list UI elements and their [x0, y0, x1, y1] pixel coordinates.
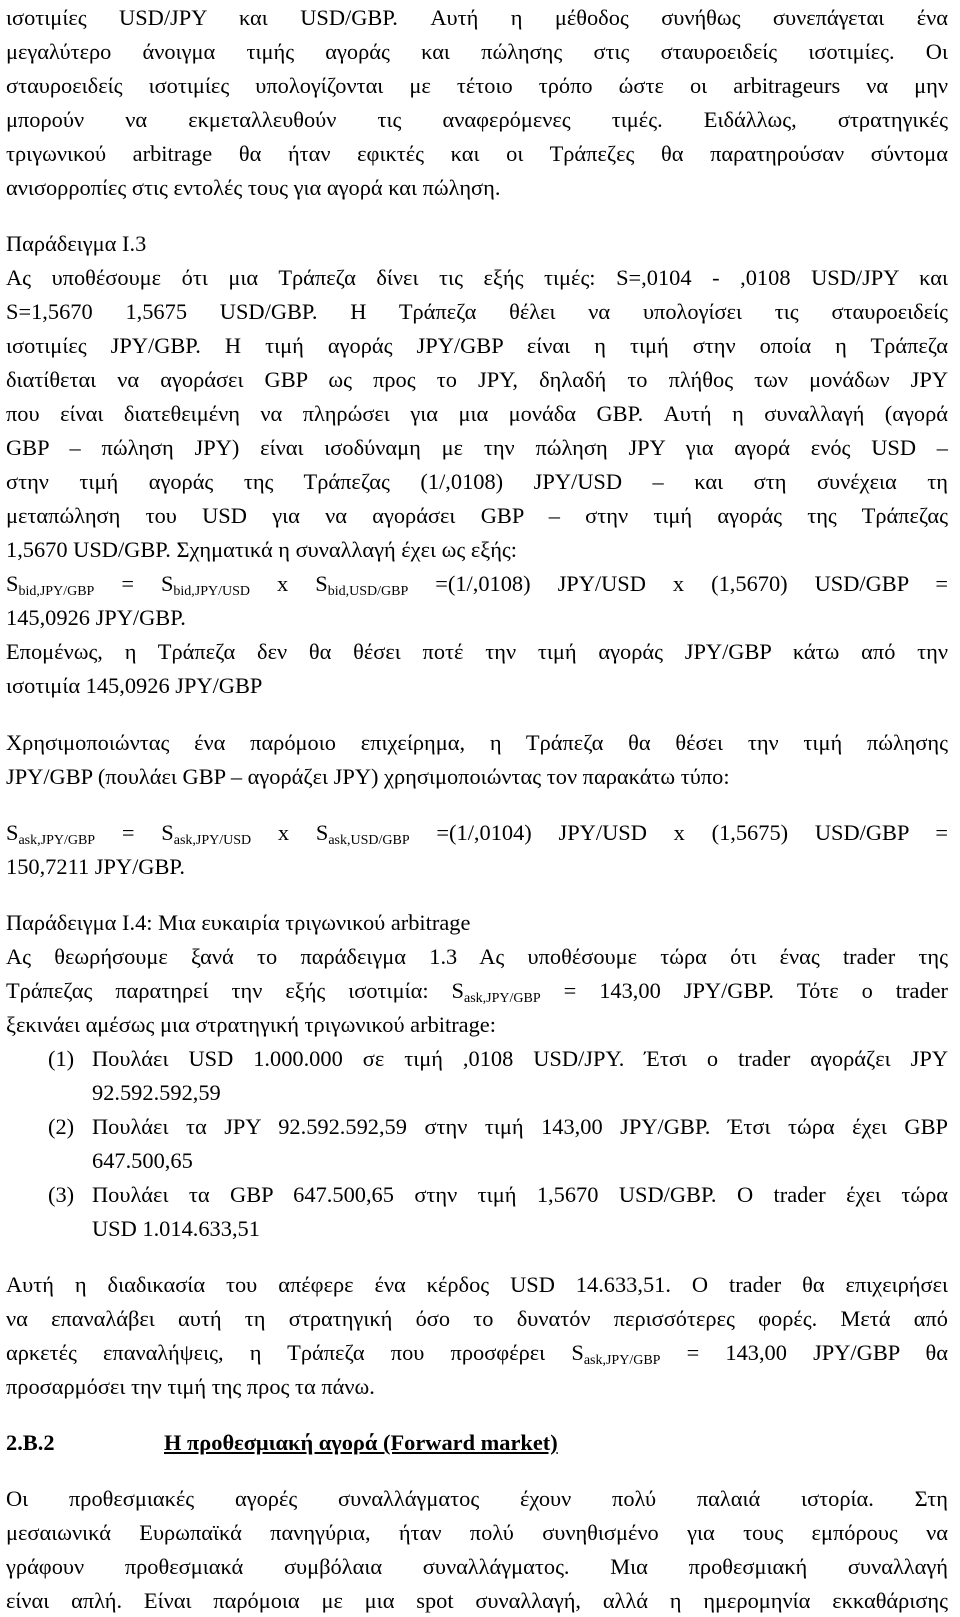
- text-line: GBP – πώληση JPY) είναι ισοδύναμη με την πώληση JPY για αγορά ενός USD –: [6, 435, 948, 460]
- text-line: ισοτιμίες USD/JPY και USD/GBP. Αυτή η μέθοδος συνήθως συνεπάγεται ένα: [6, 5, 948, 30]
- text-line: Τράπεζας παρατηρεί την εξής ισοτιμία: $S_{ask,JPY/GBP} = 143,00$ JPY/GBP. Τότε ο trader: [6, 978, 948, 1006]
- section-title: Η προθεσμιακή αγορά (Forward market): [164, 1430, 558, 1455]
- text-line: ισοτιμίες JPY/GBP. Η τιμή αγοράς JPY/GBP είναι η τιμή στην οποία η Τράπεζα: [6, 333, 948, 358]
- text-line: διατίθεται να αγοράσει GBP ως προς το JPY, δηλαδή το πλήθος των μονάδων JPY: [6, 367, 948, 392]
- example-title: Παράδειγμα Ι.4: Μια ευκαιρία τριγωνικού arbitrage: [6, 910, 471, 935]
- text-line: Αυτή η διαδικασία του απέφερε ένα κέρδος USD 14.633,51. Ο trader θα επιχειρήσει: [6, 1272, 948, 1297]
- formula-ask: $S_{ask,JPY/GBP} = S_{ask,JPY/USD}$ x $S_{ask,USD/GBP} =(1/,0104)$ JPY/USD x (1,5675) USD/GBP =: [6, 820, 949, 848]
- text-line: μεταπώληση του USD για να αγοράσει GBP – στην τιμή αγοράς της Τράπεζας: [6, 503, 948, 528]
- list-item-continuation: 647.500,65: [92, 1148, 193, 1173]
- text-line: ξεκινάει αμέσως μια στρατηγική τριγωνικού arbitrage:: [6, 1012, 496, 1037]
- text-line: στην τιμή αγοράς της Τράπεζας (1/,0108) JPY/USD – και στη συνέχεια τη: [6, 469, 948, 494]
- text-line: να επαναλάβει αυτή τη στρατηγική όσο το δυνατόν περισσότερες φορές. Μετά από: [6, 1306, 948, 1331]
- section-number: 2.B.2: [6, 1430, 55, 1455]
- list-item-continuation: USD 1.014.633,51: [92, 1216, 260, 1241]
- text-line: αρκετές επαναλήψεις, η Τράπεζα που προσφέρει $S_{ask,JPY/GBP} = 143,00$ JPY/GBP θα: [6, 1340, 948, 1368]
- text-line: που είναι διατεθειμένη να πληρώσει για μια μονάδα GBP. Αυτή η συναλλαγή (αγορά: [6, 401, 948, 426]
- example-title: Παράδειγμα Ι.3: [6, 231, 147, 256]
- text-line: ανισορροπίες στις εντολές τους για αγορά και πώληση.: [6, 175, 501, 200]
- text-line: 1,5670 USD/GBP. Σχηματικά η συναλλαγή έχει ως εξής:: [6, 537, 518, 562]
- text-line: S=1,5670 1,5675 USD/GBP. Η Τράπεζα θέλει να υπολογίσει τις σταυροειδείς: [6, 299, 948, 324]
- formula-bid: $S_{bid,JPY/GBP} = S_{bid,JPY/USD}$ x $S_{bid,USD/GBP} =(1/,0108)$ JPY/USD x (1,5670) USD/GBP =: [6, 571, 948, 599]
- text-line: μεγαλύτερο άνοιγμα τιμής αγοράς και πώλησης στις σταυροειδείς ισοτιμίες. Οι: [6, 39, 948, 64]
- text-line: ισοτιμία 145,0926 JPY/GBP: [6, 673, 263, 698]
- text-line: 145,0926 JPY/GBP.: [6, 605, 186, 630]
- list-item: (3) Πουλάει τα GBP 647.500,65 στην τιμή 1,5670 USD/GBP. Ο trader έχει τώρα: [48, 1182, 948, 1207]
- text-line: Οι προθεσμιακές αγορές συναλλάγματος έχουν πολύ παλαιά ιστορία. Στη: [6, 1486, 948, 1511]
- text-line: Ας υποθέσουμε ότι μια Τράπεζα δίνει τις εξής τιμές: S=,0104 - ,0108 USD/JPY και: [6, 265, 948, 290]
- list-item: (2) Πουλάει τα JPY 92.592.592,59 στην τιμή 143,00 JPY/GBP. Έτσι τώρα έχει GBP: [48, 1114, 948, 1139]
- text-line: Ας θεωρήσουμε ξανά το παράδειγμα 1.3 Ας υποθέσουμε τώρα ότι ένας trader της: [6, 944, 948, 969]
- text-line: JPY/GBP (πουλάει GBP – αγοράζει JPY) χρησιμοποιώντας τον παρακάτω τύπο:: [6, 764, 730, 789]
- text-line: μεσαιωνικά Ευρωπαϊκά πανηγύρια, ήταν πολύ συνηθισμένο για τους εμπόρους να: [6, 1520, 948, 1545]
- text-line: 150,7211 JPY/GBP.: [6, 854, 185, 879]
- list-item: (1) Πουλάει USD 1.000.000 σε τιμή ,0108 USD/JPY. Έτσι ο trader αγοράζει JPY: [48, 1046, 948, 1071]
- text-line: γράφουν προθεσμιακά συμβόλαια συναλλάγματος. Μια προθεσμιακή συναλλαγή: [6, 1554, 948, 1579]
- text-line: τριγωνικού arbitrage θα ήταν εφικτές και οι Τράπεζες θα παρατηρούσαν σύντομα: [6, 141, 948, 166]
- text-line: είναι απλή. Είναι παρόμοια με μια spot συναλλαγή, αλλά η ημερομηνία εκκαθάρισης: [6, 1588, 948, 1613]
- text-line: Επομένως, η Τράπεζα δεν θα θέσει ποτέ την τιμή αγοράς JPY/GBP κάτω από την: [6, 639, 948, 664]
- text-line: προσαρμόσει την τιμή της προς τα πάνω.: [6, 1374, 375, 1399]
- text-line: σταυροειδείς ισοτιμίες υπολογίζονται με τέτοιο τρόπο ώστε οι arbitrageurs να μην: [6, 73, 948, 98]
- text-line: Χρησιμοποιώντας ένα παρόμοιο επιχείρημα, η Τράπεζα θα θέσει την τιμή πώλησης: [6, 730, 948, 755]
- list-item-continuation: 92.592.592,59: [92, 1080, 221, 1105]
- text-line: μπορούν να εκμεταλλευθούν τις αναφερόμενες τιμές. Ειδάλλως, στρατηγικές: [6, 107, 948, 132]
